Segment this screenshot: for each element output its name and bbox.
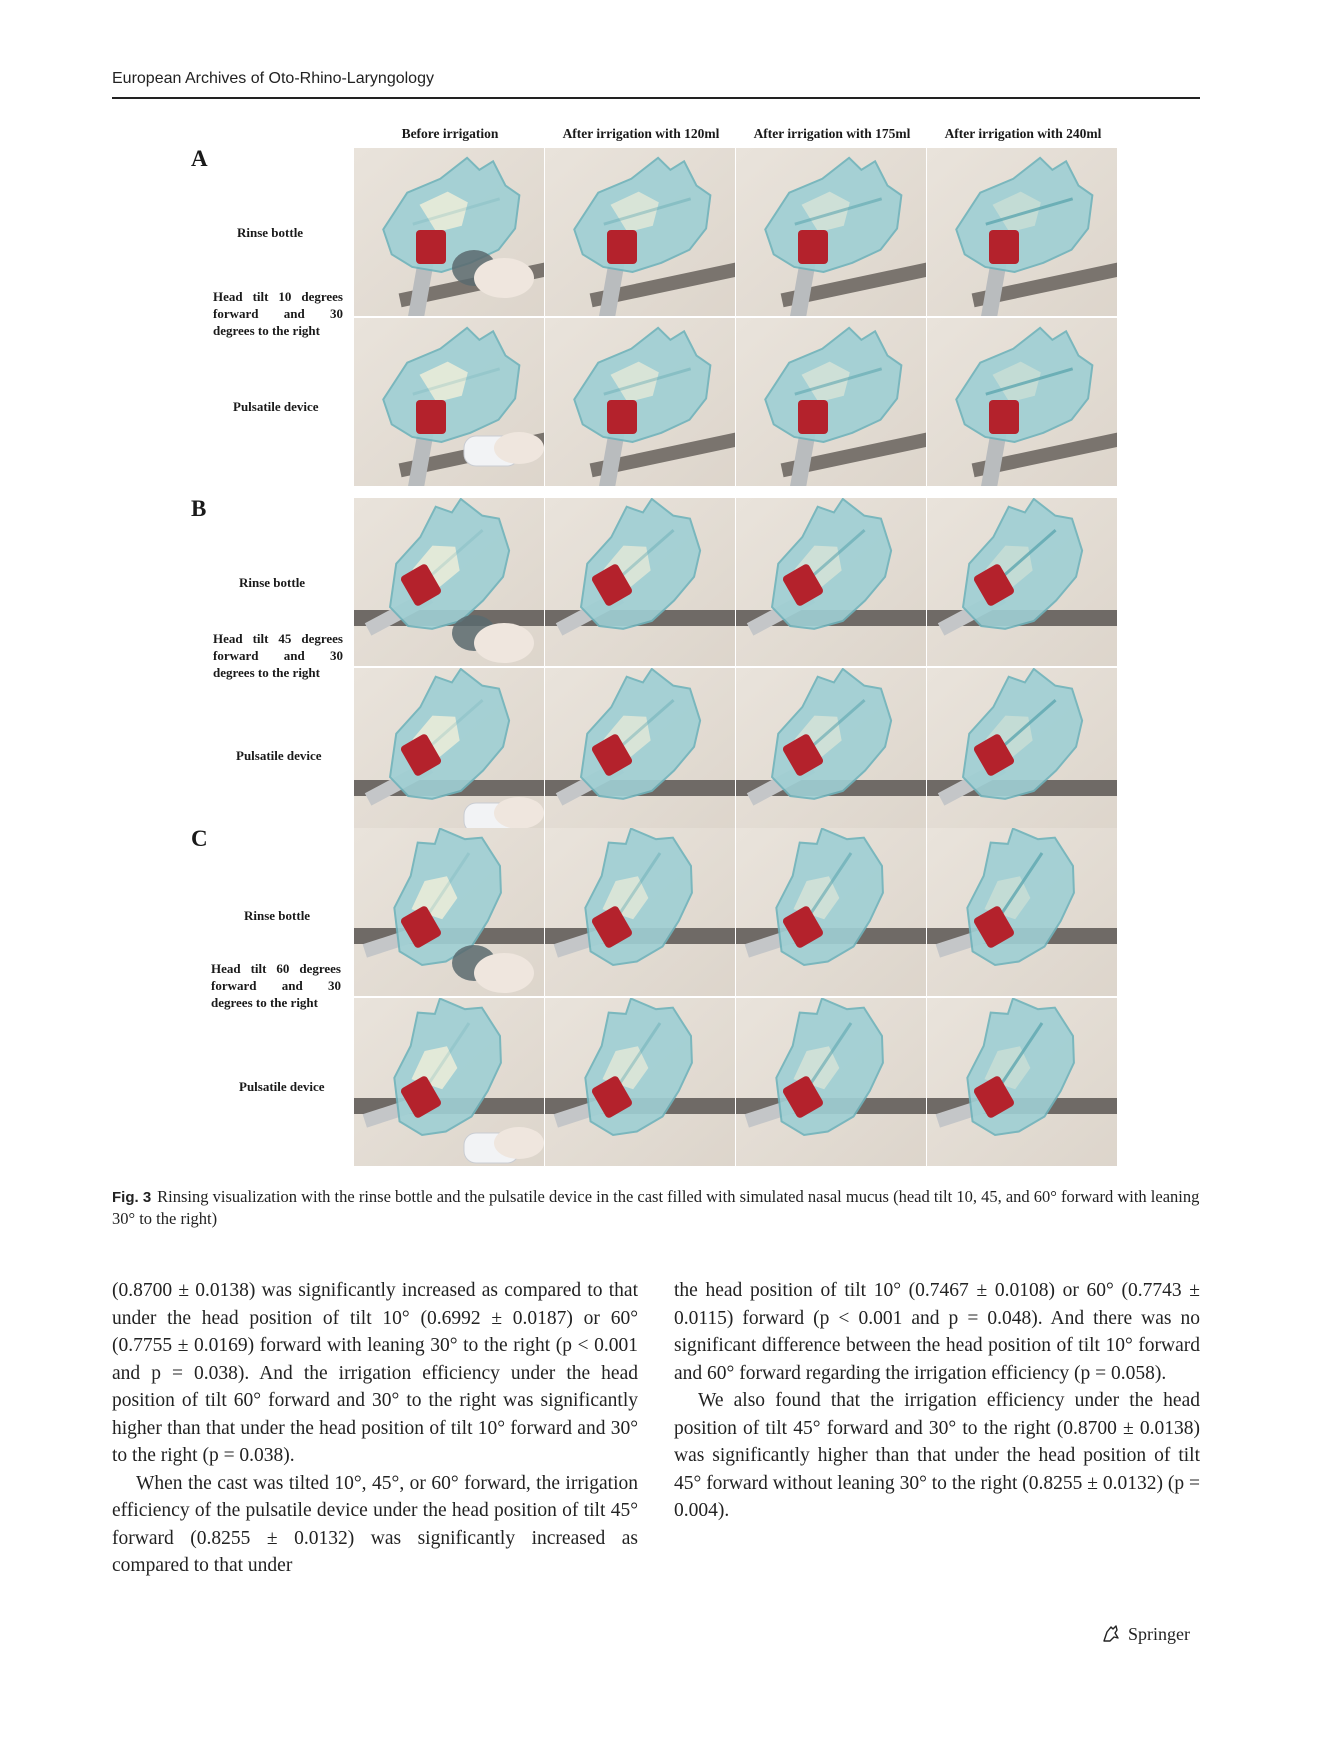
row-label-a-rinse: Rinse bottle [237, 225, 304, 240]
photo-panel-c-rinse-1 [354, 828, 544, 996]
column-header-175ml: After irrigation with 175ml [753, 126, 911, 141]
row-label-a-pulsatile: Pulsatile device [233, 399, 319, 414]
photo-panel-c-pulsatile-1 [354, 998, 544, 1166]
photo-panel-b-pulsatile-2 [545, 668, 735, 836]
condition-label-b: Head tilt 45 degrees forward and 30 degrees to the right [213, 631, 343, 680]
photo-panel-c-pulsatile-4 [927, 998, 1117, 1166]
column-header-120ml: After irrigation with 120ml [562, 126, 720, 141]
photo-panel-b-rinse-3 [736, 498, 926, 666]
photo-panel-c-rinse-3 [736, 828, 926, 996]
figure-caption [112, 1186, 1202, 1229]
row-label-c-rinse: Rinse bottle [244, 908, 311, 923]
paragraph: (0.8700 ± 0.0138) was significantly increased as compared to that under the head position of tilt 10° (0.6992 ± 0.0187) or 60° (0.7755 ± 0.0169) forward with leaning 30° to the right (p < 0.001 and p = 0.038). And the irrigation efficiency under the head position of tilt 60° forward and 30° to the right was significantly higher than that under the head position of tilt 10° forward and 30° to the right (p = 0.038). [112, 1280, 638, 1466]
paragraph: the head position of tilt 10° (0.7467 ± 0.0108) or 60° (0.7743 ± 0.0115) forward (p < 0.001 and p = 0.048). And there was no significant difference between the head position of tilt 10° forward and 60° forward regarding the irrigation efficiency (p = 0.058). [674, 1280, 1200, 1384]
body-column-left [112, 1277, 638, 1580]
photo-panel-b-rinse-2 [545, 498, 735, 666]
paragraph: When the cast was tilted 10°, 45°, or 60° forward, the irrigation efficiency of the pulsatile device under the head position of tilt 45° forward (0.8255 ± 0.0132) was significantly increased as compared to that under [112, 1472, 638, 1576]
publisher-logo [1100, 1623, 1190, 1645]
photo-panel-b-pulsatile-1 [354, 668, 544, 836]
condition-label-a: Head tilt 10 degrees forward and 30 degrees to the right [213, 289, 343, 338]
publisher-name: Springer [1128, 1623, 1190, 1644]
running-head-journal: European Archives of Oto-Rhino-Laryngology [112, 70, 434, 87]
panel-letter-b: B [191, 496, 207, 521]
row-label-b-pulsatile: Pulsatile device [236, 748, 322, 763]
panel-letter-c: C [191, 826, 208, 851]
photo-panel-a-pulsatile-1 [354, 318, 544, 486]
photo-panel-b-rinse-1 [354, 498, 544, 666]
figure-caption-label: Fig. 3 [112, 1189, 152, 1206]
photo-panel-a-rinse-1 [354, 148, 544, 316]
paragraph: We also found that the irrigation efficiency under the head position of tilt 45° forward and 30° to the right (0.8700 ± 0.0138) was significantly higher than that under the head position of tilt 45° forward without leaning 30° to the right (0.8255 ± 0.0132) (p = 0.004). [674, 1390, 1200, 1521]
photo-panel-a-rinse-2 [545, 148, 735, 316]
photo-panel-c-pulsatile-2 [545, 998, 735, 1166]
header-rule [112, 97, 1200, 99]
photo-panel-b-pulsatile-4 [927, 668, 1117, 836]
row-label-b-rinse: Rinse bottle [239, 575, 306, 590]
body-column-right [674, 1277, 1200, 1525]
panel-letter-a: A [191, 146, 208, 171]
springer-horse-icon [1100, 1623, 1122, 1645]
photo-panel-a-rinse-3 [736, 148, 926, 316]
figure-caption-text: Rinsing visualization with the rinse bottle and the pulsatile device in the cast filled with simulated nasal mucus (head tilt 10, 45, and 60° forward with leaning 30° to the right) [112, 1187, 1200, 1228]
photo-panel-b-pulsatile-3 [736, 668, 926, 836]
column-header-240ml: After irrigation with 240ml [944, 126, 1102, 141]
photo-panel-b-rinse-4 [927, 498, 1117, 666]
photo-panel-a-pulsatile-2 [545, 318, 735, 486]
photo-panel-c-pulsatile-3 [736, 998, 926, 1166]
photo-panel-c-rinse-4 [927, 828, 1117, 996]
photo-panel-a-pulsatile-3 [736, 318, 926, 486]
column-header-before: Before irrigation [401, 126, 499, 141]
row-label-c-pulsatile: Pulsatile device [239, 1079, 325, 1094]
photo-panel-c-rinse-2 [545, 828, 735, 996]
photo-panel-a-pulsatile-4 [927, 318, 1117, 486]
condition-label-c: Head tilt 60 degrees forward and 30 degrees to the right [211, 961, 341, 1010]
photo-panel-a-rinse-4 [927, 148, 1117, 316]
